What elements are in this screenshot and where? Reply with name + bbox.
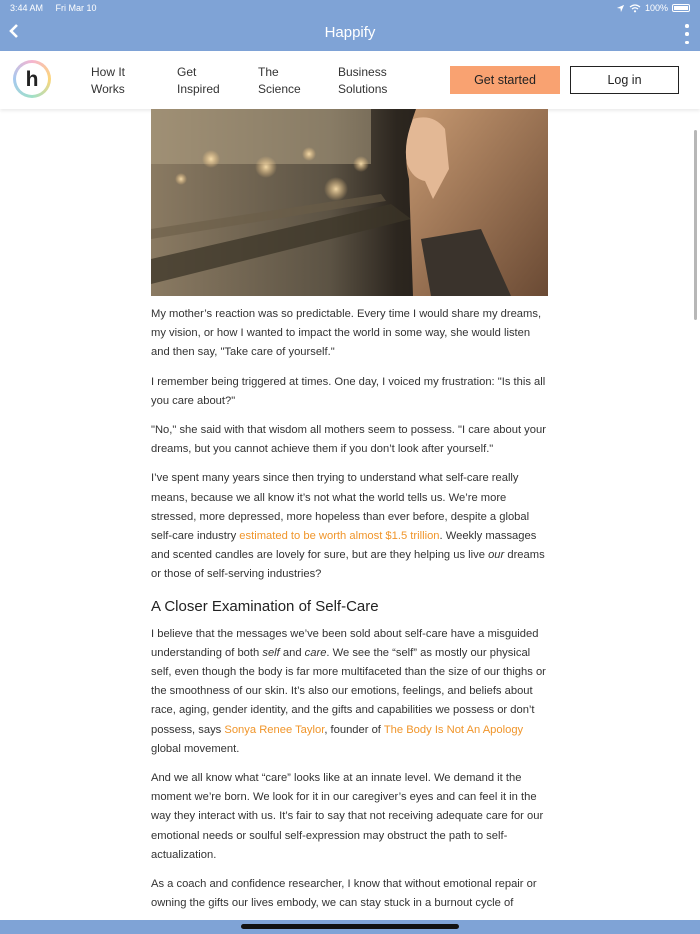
location-icon [616,4,625,13]
nav-link-line: Science [258,82,301,96]
nav-link-line: Works [91,82,125,96]
nav-link-business-solutions[interactable] [338,64,398,98]
text-run: dreams or those of self-serving industries? [151,549,545,581]
text-run: global movement. [151,742,240,755]
nav-link-line: Inspired [177,82,220,96]
nav-link-line: The [258,65,279,79]
nav-link-the-science[interactable] [258,64,318,98]
text-run: I’ve spent many years since then trying to understand what self-care really means, because we all know it’s not what the world tells us. We’re more stressed, more depressed, more hopeless than ever before, despite a global self-care industry [151,472,530,543]
emphasis: self [262,646,280,659]
article-paragraph: And we all know what “care” looks like at an innate level. We demand it the moment we’re born. We look for it in our caregiver’s eyes and can feel it in the way they interact with us. It’s fair to say that not receiving adequate care for our emotional needs or soulful self-expression may obstruct the path to self-actualization. [151,772,544,861]
battery-percent: 100% [644,3,668,13]
article-paragraph: As a coach and confidence researcher, I know that without emotional repair or owning the gifts our lives embody, we can stay stuck in a burnout cycle of [151,878,537,910]
nav-link-line: Business [338,65,387,79]
article-hero-image [151,109,548,296]
article-paragraph: I remember being triggered at times. One day, I voiced my frustration: "Is this all you care about?" [151,375,546,407]
status-bar-left [10,3,107,13]
article-paragraph [151,469,551,584]
text-run: and [279,646,305,659]
emphasis: our [488,549,505,562]
log-in-button[interactable]: Log in [570,66,679,94]
nav-link-how-it-works[interactable] [91,64,151,98]
text-run: I believe that the messages we’ve been sold about self-care have a misguided understanding of both [151,627,539,659]
get-started-button[interactable]: Get started [450,66,560,94]
emphasis: care [304,646,327,659]
article-paragraph: "No," she said with that wisdom all mothers seem to possess. "I care about your dreams, but you cannot achieve them if you don’t look after yourself." [151,424,546,456]
logo-letter: h [16,63,48,95]
body-is-not-an-apology-link[interactable]: The Body Is Not An Apology [383,723,524,736]
nav-link-line: Solutions [338,82,388,96]
nav-link-line: How It [91,65,126,79]
status-date: Fri Mar 10 [55,3,97,13]
wifi-icon [629,4,641,13]
nav-link-get-inspired[interactable] [177,64,237,98]
article-body [151,305,551,923]
site-nav [0,51,700,109]
status-time: 3:44 AM [10,3,44,13]
text-run: , founder of [324,723,384,736]
industry-worth-link[interactable]: estimated to be worth almost $1.5 trillion [239,530,440,543]
battery-icon [672,4,690,12]
article-paragraph: My mother’s reaction was so predictable. Every time I would share my dreams, my vision, or how I wanted to impact the world in some way, she would listen and then say, "Take care of yourself." [151,308,542,359]
happify-logo[interactable] [13,60,51,98]
app-header [0,0,700,51]
home-indicator[interactable] [241,924,459,929]
text-run: . Weekly massages and scented candles are lovely for sure, but are they helping us live [151,530,537,562]
article-paragraph [151,625,551,759]
app-title: Happify [324,24,376,41]
status-bar-right [616,3,690,13]
scrollbar[interactable] [694,130,697,320]
more-options-icon[interactable] [682,24,692,44]
section-heading: A Closer Examination of Self-Care [151,597,379,615]
text-run: . We see the “self” as mostly our physical self, even though the body is far more multifaceted than the size of our thighs or the smoothness of our skin. It’s also our emotions, feelings, and beliefs about race, aging, gender identity, and the gifts and capabilities we possess or don’t possess, says [151,646,546,736]
nav-link-line: Get [177,65,197,79]
sonya-renee-taylor-link[interactable]: Sonya Renee Taylor [224,723,325,736]
